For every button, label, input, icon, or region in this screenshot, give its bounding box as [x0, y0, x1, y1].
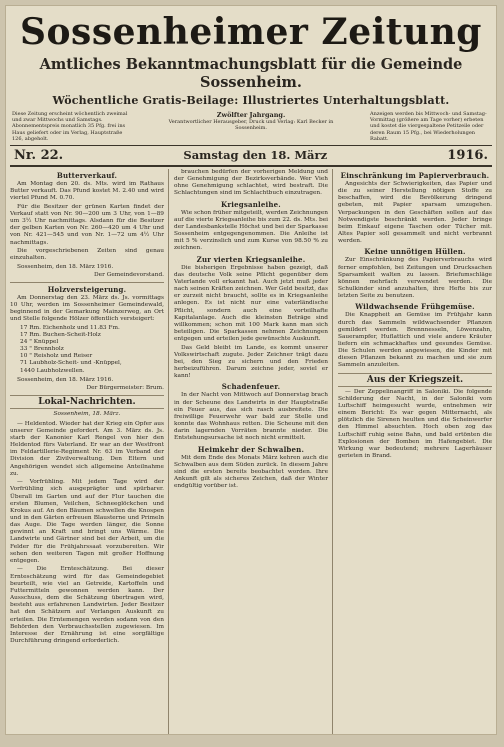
heading-swallows: Heimkehr der Schwalben.	[197, 444, 305, 454]
list-item: 17 Rm. Buchen-Scheit-Holz	[20, 331, 101, 338]
paragraph: Sossenheim, den 18. März 1916.	[17, 263, 114, 270]
article-columns	[10, 169, 492, 734]
column-3	[338, 169, 492, 734]
publisher-text: Verantwortlicher Herausgeber, Druck und Verlag: Karl Becker in Sossenheim.	[168, 119, 334, 132]
local-dateline: Sossenheim, 18. März.	[53, 411, 121, 418]
signature: Der Bürgermeister: Brum.	[86, 385, 164, 392]
masthead-title: Sossenheimer Zeitung	[20, 11, 482, 53]
masthead-subtitle: Amtliches Bekanntmachungsblatt für die Gemeinde Sossenheim.	[39, 56, 463, 91]
paragraph: Das Geld bleibt im Lande, es kommt unserer Volkswirtschaft zugute. Jeder Zeichner trägt dazu bei, den Sieg zu sichern und den Frieden herbeizuführen. Darum zeichne jeder, soviel er kann!	[174, 344, 328, 380]
paragraph: Zur Einschränkung des Papierverbrauchs wird ferner empfohlen, bei Zeitungen und Drucksachen Sparsamkeit walten zu lassen. Briefumschläge können mehrfach verwendet werden. Die Schulkinder sind anzuhalten, ihre Hefte bis zur letzten Seite zu benutzen.	[338, 257, 492, 300]
list-item: 33 " Brennholz	[20, 346, 64, 353]
heading-paper-saving: Einschränkung im Papierverbrauch.	[340, 171, 490, 180]
newspaper-page	[6, 6, 496, 734]
subscription-info: Diese Zeitung erscheint wöchentlich zweimal und zwar Mittwochs und Samstags. Abonnementspreis monatlich 35 Pfg. frei ins Haus geliefert oder im Verlag, Hauptstraße 126, abgeholt.	[12, 111, 128, 142]
heading-butter-sale: Butterverkauf.	[56, 171, 118, 180]
paragraph: — Vorfrühling. Mit jedem Tage wird der Vorfrühling sich ausgeprägter und spürbarer. Überall im Garten und auf der Flur tauchen die ersten Blumen, Veilchen, Schneeglöckchen und Krokus auf. An den Bäumen schwellen die Knospen und in den Gärten erfreuen Blausterne und Primeln das Auge. Die Tage werden länger, die Sonne gewinnt an Kraft und bringt uns Wärme. Die Landwirte und Gärtner sind bei der Arbeit, um die Felder für die Frühjahrssaat vorzubereiten. Wir sehen den weiteren Tagen mit großer Hoffnung entgegen.	[10, 479, 164, 564]
paragraph: — Der Zeppelinangriff in Saloniki. Die folgende Schilderung der Nacht, in der Saloniki vom Luftschiff heimgesucht wurde, entnehmen wir einem Bericht: Es war gegen Mitternacht, als plötzlich die Sirenen heulten und die Scheinwerfer den Himmel absuchten. Hoch oben zog das Luftschiff ruhig seine Bahn, und bald ertönten die Explosionen der Bomben im Hafengebiet. Die Wirkung war bedeutend; mehrere Lagerhäuser gerieten in Brand.	[338, 388, 492, 459]
issue-year: 1916.	[447, 148, 488, 164]
list-item: 17 Rm. Eichenholz und 11.83 Fm.	[20, 324, 120, 331]
paragraph: Die Knappheit an Gemüse im Frühjahr kann durch das Sammeln wildwachsender Pflanzen gemildert werden. Brennnesseln, Löwenzahn, Sauerampfer, Huflattich und viele andere Kräuter liefern ein schmackhaftes und gesundes Gemüse. Die Schulen werden angewiesen, die Kinder mit diesen Pflanzen bekannt zu machen und sie zum Sammeln anzuleiten.	[338, 312, 492, 369]
volume-year: Zwölfter Jahrgang.	[216, 111, 286, 119]
paragraph: — Heldentod. Wieder hat der Krieg ein Opfer aus unserer Gemeinde gefordert. Am 3. März ds. Js. starb der Kanonier Karl Rengel von hier den Heldentod fürs Vaterland. Er war an der Westfront im Feldartillerie-Regiment Nr. 63 im Verband der Division der Zivilverwaltung. Den Eltern und Angehörigen wendet sich allgemeine Anteilnahme zu.	[10, 420, 164, 477]
paragraph: In der Nacht von Mittwoch auf Donnerstag brach in der Scheune des Landwirts in der Hauptstraße ein Feuer aus, das sich rasch ausbreitete. Die freiwillige Feuerwehr war bald zur Stelle und konnte das Wohnhaus retten. Die Scheune mit den darin lagernden Vorräten brannte nieder. Die Entstehungsursache ist noch nicht ermittelt.	[174, 392, 328, 442]
paragraph: Mit dem Ende des Monats März kehren auch die Schwalben aus dem Süden zurück. In diesem Jahre sind die ersten bereits beobachtet worden. Ihre Ankunft gilt als sicheres Zeichen, daß der Winter endgültig vorüber ist.	[174, 454, 328, 490]
paragraph: Am Donnerstag den 23. März ds. Js. vormittags 10 Uhr, werden im Sossenheimer Gemeindewald, beginnend in der Gemarkung Mainzerweg, an Ort und Stelle folgende Hölzer öffentlich versteigert:	[10, 294, 164, 323]
heading-local-news: Lokal-Nachrichten.	[10, 395, 164, 409]
paragraph: Wie schon früher mitgeteilt, werden Zeichnungen auf die vierte Kriegsanleihe bis zum 22. ds. Mts. bei der Landesbankstelle Höchst und bei der Sparkasse Sossenheim entgegengenommen. Die Anleihe ist mit 5 % verzinslich und zum Kurse von 98.50 % zu zeichnen.	[174, 209, 328, 252]
list-item: 1440 Laubholzwellen.	[20, 367, 85, 374]
paragraph: Angesichts der Schwierigkeiten, das Papier und die zu seiner Herstellung nötigen Stoffe zu beschaffen, wird die Bevölkerung dringend gebeten, mit Papier sparsam umzugehen. Verpackungen in den Geschäften sollen auf das Notwendigste beschränkt werden. Jeder bringe beim Einkauf eigene Taschen oder Tücher mit. Altes Papier soll gesammelt und nicht verbrannt werden.	[338, 181, 492, 245]
heading-no-wrapping: Keine unnötigen Hüllen.	[364, 247, 466, 257]
paragraph: Die bisherigen Ergebnisse haben gezeigt, daß das deutsche Volk seine Pflicht gegenüber dem Vaterlande voll erkannt hat. Auch jetzt muß jeder nach seinen Kräften zeichnen. Wer Geld besitzt, das er zurzeit nicht braucht, sollte es in Kriegsanleihe anlegen. Es ist nicht nur eine vaterländische Pflicht, sondern auch eine vorteilhafte Kapitalanlage. Auch die kleinsten Beträge sind willkommen; schon mit 100 Mark kann man sich beteiligen. Die Sparkassen nehmen Zeichnungen entgegen und erteilen jede gewünschte Auskunft.	[174, 264, 328, 343]
signature: Der Gemeindevorstand.	[94, 272, 164, 279]
paragraph: Am Montag den 20. ds. Mts. wird im Rathaus Butter verkauft. Das Pfund kostet M. 2.40 und wird viertel Pfund M. 0.70.	[10, 181, 164, 202]
masthead-supplement: Wöchentliche Gratis-Beilage: Illustriertes Unterhaltungsblatt.	[52, 94, 450, 107]
paragraph: brauchen bedürfen der vorherigen Meldung und der Genehmigung der Bezirksverbände. Wer Vieh ohne Genehmigung schlachtet, wird bestraft. Die Schlachtungen sind im Schlachtbuch einzutragen.	[174, 169, 328, 197]
dateline	[10, 145, 492, 167]
issue-number: Nr. 22.	[14, 148, 64, 164]
list-item: 71 Laubholz-Scheit- und -Knüppel,	[20, 360, 122, 367]
paragraph: Für die Besitzer der grünen Karten findet der Verkauf statt von Nr. 90—200 um 3 Uhr, von 1—89 um 3½ Uhr nachmittags. Alsdann für die Besitzer der gelben Karten von Nr. 260—420 um 4 Uhr und von Nr. 421—545 und von Nr. 1—72 um 4½ Uhr nachmittags.	[10, 203, 164, 246]
issue-date: Samstag den 18. März	[183, 148, 328, 163]
publisher-info	[156, 111, 346, 131]
heading-fire: Schadenfeuer.	[221, 382, 281, 392]
heading-wild-vegetables: Wildwachsende Frühgemüse.	[355, 302, 475, 312]
advertising-info: Anzeigen werden bis Mittwoch- und Samstag-Vormittag (größere am Tage vorher) erbeten und kostet die viergespaltene Petitzeile oder deren Raum 15 Pfg., bei Wiederholungen Rabatt.	[370, 111, 487, 142]
heading-fourth-war-loan: Zur vierten Kriegsanleihe.	[196, 254, 306, 264]
list-item: 10 " Reisholz und Reiser	[20, 353, 93, 360]
list-item: 24 " Knüppel	[20, 338, 59, 345]
paragraph: — Die Ernteschätzung. Bei dieser Ernteschätzung wird für das Gemeindegebiet beurteilt, wie viel an Getreide, Kartoffeln und Futtermitteln gewonnen werden kann. Der Ausschuss, dem die Schätzung übertragen wird, besteht aus erfahrenen Landwirten. Jeder Besitzer hat den Schätzern auf Verlangen Auskunft zu erteilen. Die Erntemengen werden sodann von den Behörden den Verbrauchsstellen zugewiesen. Im Interesse der Ernährung ist eine sorgfältige Durchführung dringend erforderlich.	[10, 566, 164, 645]
heading-war-time: Aus der Kriegszeit.	[338, 373, 492, 387]
paragraph: Die vorgeschriebenen Zeiten sind genau einzuhalten.	[10, 248, 164, 262]
heading-war-loan: Kriegsanleihe.	[221, 199, 281, 209]
heading-wood-auction: Holzversteigerung.	[47, 284, 127, 294]
wood-list	[20, 325, 164, 375]
divider	[10, 282, 164, 283]
masthead-info	[6, 108, 496, 142]
paragraph: Sossenheim, den 18. März 1916.	[17, 376, 114, 383]
column-2	[174, 169, 333, 734]
column-1	[10, 169, 169, 734]
